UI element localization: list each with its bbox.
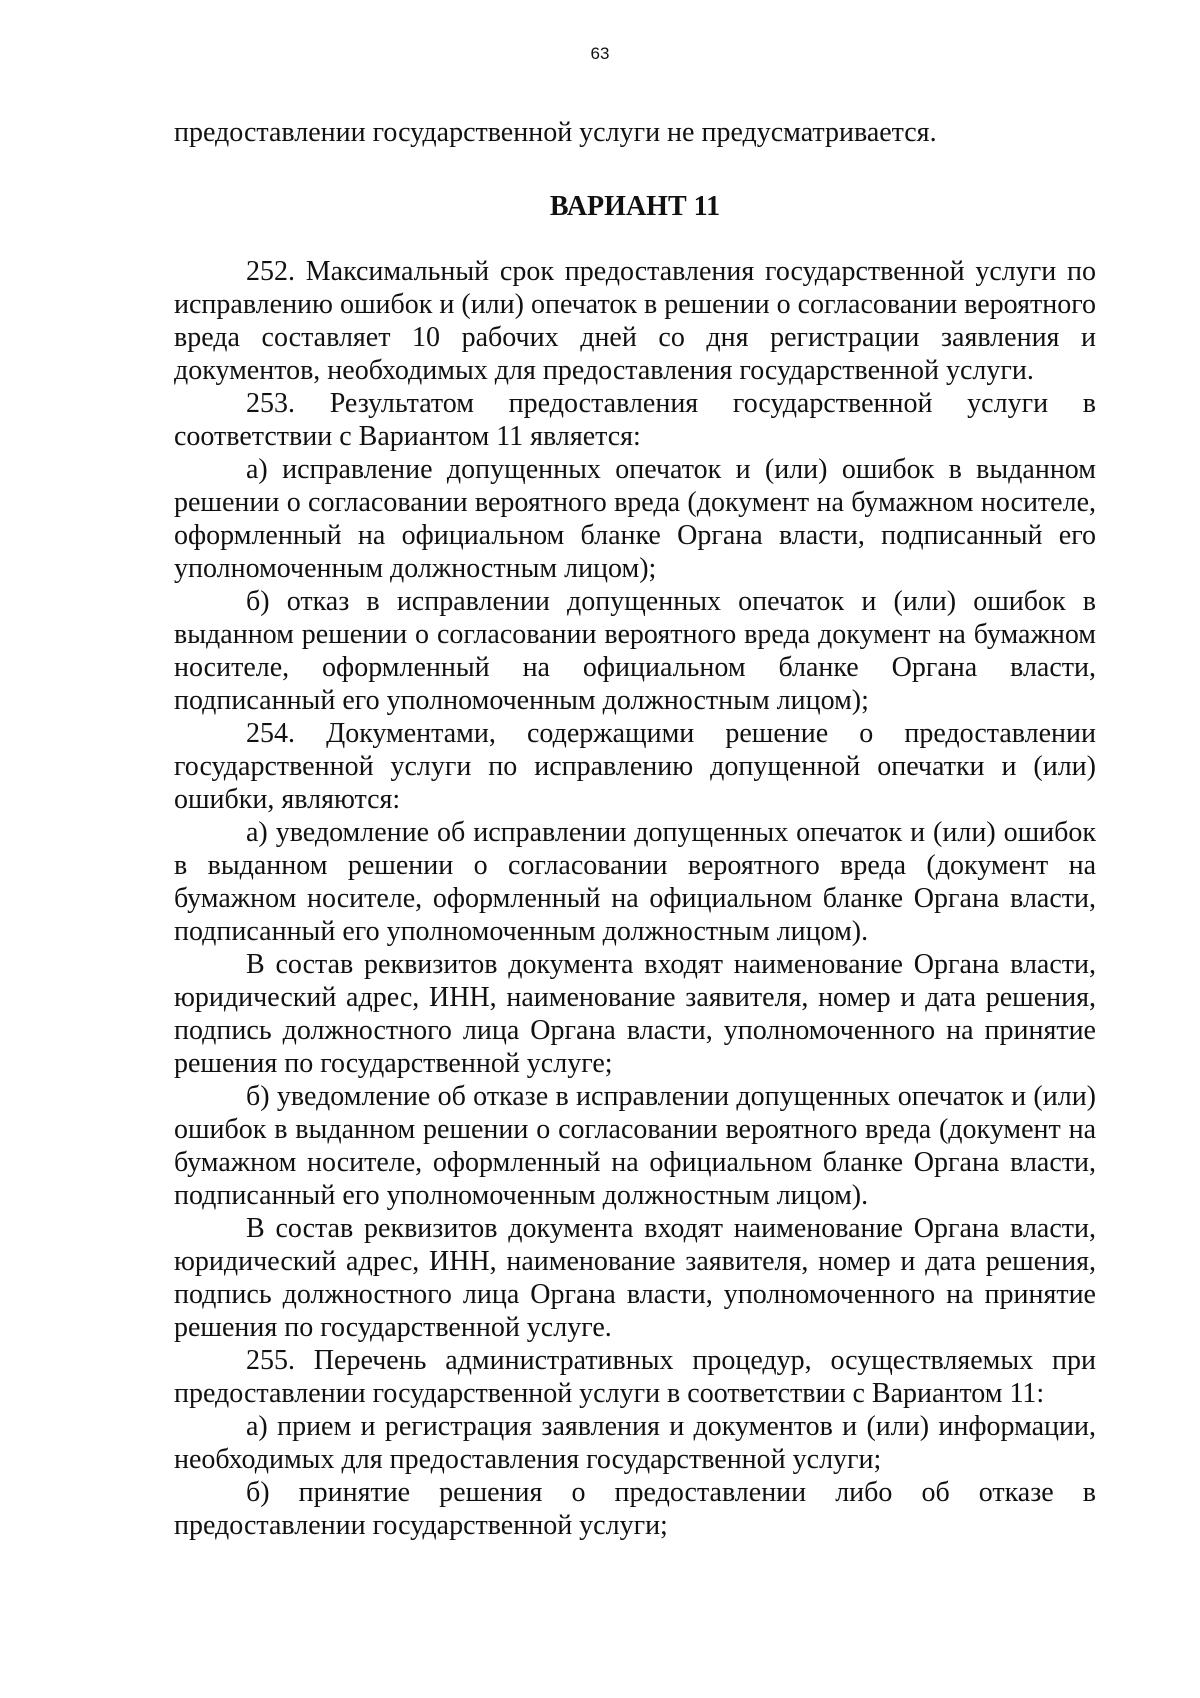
document-body — [174, 116, 1096, 1542]
continuation-text: предоставлении государственной услуги не предусматривается. — [174, 117, 937, 148]
paragraph-254-a: а) уведомление об исправлении допущенных опечаток и (или) ошибок в выданном решении о согласовании вероятного вреда (документ на бумажном носителе, оформленный на официальном бланке Органа власти, подписанный его уполномоченным должностным лицом). — [174, 817, 1096, 947]
paragraph-254-a-details: В состав реквизитов документа входят наименование Органа власти, юридический адрес, ИНН, наименование заявителя, номер и дата решения, подпись должностного лица Органа власти, уполномоченного на принятие решения по государственной услуге; — [174, 949, 1096, 1079]
paragraph-253: 253. Результатом предоставления государственной услуги в соответствии с Вариантом 11 является: — [174, 388, 1096, 452]
page-number: 63 — [590, 44, 610, 63]
paragraph-254-b: б) уведомление об отказе в исправлении допущенных опечаток и (или) ошибок в выданном решении о согласовании вероятного вреда (документ на бумажном носителе, оформленный на официальном бланке Органа власти, подписанный его уполномоченным должностным лицом). — [174, 1081, 1096, 1211]
paragraph-253-b: б) отказ в исправлении допущенных опечаток и (или) ошибок в выданном решении о согласовании вероятного вреда документ на бумажном носителе, оформленный на официальном бланке Органа власти, подписанный его уполномоченным должностным лицом); — [174, 586, 1096, 716]
paragraph-255-a: а) прием и регистрация заявления и документов и (или) информации, необходимых для предоставления государственной услуги; — [174, 1411, 1096, 1475]
paragraph-255: 255. Перечень административных процедур, осуществляемых при предоставлении государственной услуги в соответствии с Вариантом 11: — [174, 1345, 1096, 1409]
paragraph-252: 252. Максимальный срок предоставления государственной услуги по исправлению ошибок и (или) опечаток в решении о согласовании вероятного вреда составляет 10 рабочих дней со дня регистрации заявления и документов, необходимых для предоставления государственной услуги. — [174, 256, 1096, 386]
paragraph-254-b-details: В состав реквизитов документа входят наименование Органа власти, юридический адрес, ИНН, наименование заявителя, номер и дата решения, подпись должностного лица Органа власти, уполномоченного на принятие решения по государственной услуге. — [174, 1213, 1096, 1343]
paragraph-253-a: а) исправление допущенных опечаток и (или) ошибок в выданном решении о согласовании вероятного вреда (документ на бумажном носителе, оформленный на официальном бланке Органа власти, подписанный его уполномоченным должностным лицом); — [174, 454, 1096, 584]
section-heading: ВАРИАНТ 11 — [549, 191, 721, 222]
paragraph-255-b: б) принятие решения о предоставлении либо об отказе в предоставлении государственной услуги; — [174, 1477, 1096, 1541]
paragraph-254: 254. Документами, содержащими решение о предоставлении государственной услуги по исправлению допущенной опечатки и (или) ошибки, являются: — [174, 718, 1096, 815]
